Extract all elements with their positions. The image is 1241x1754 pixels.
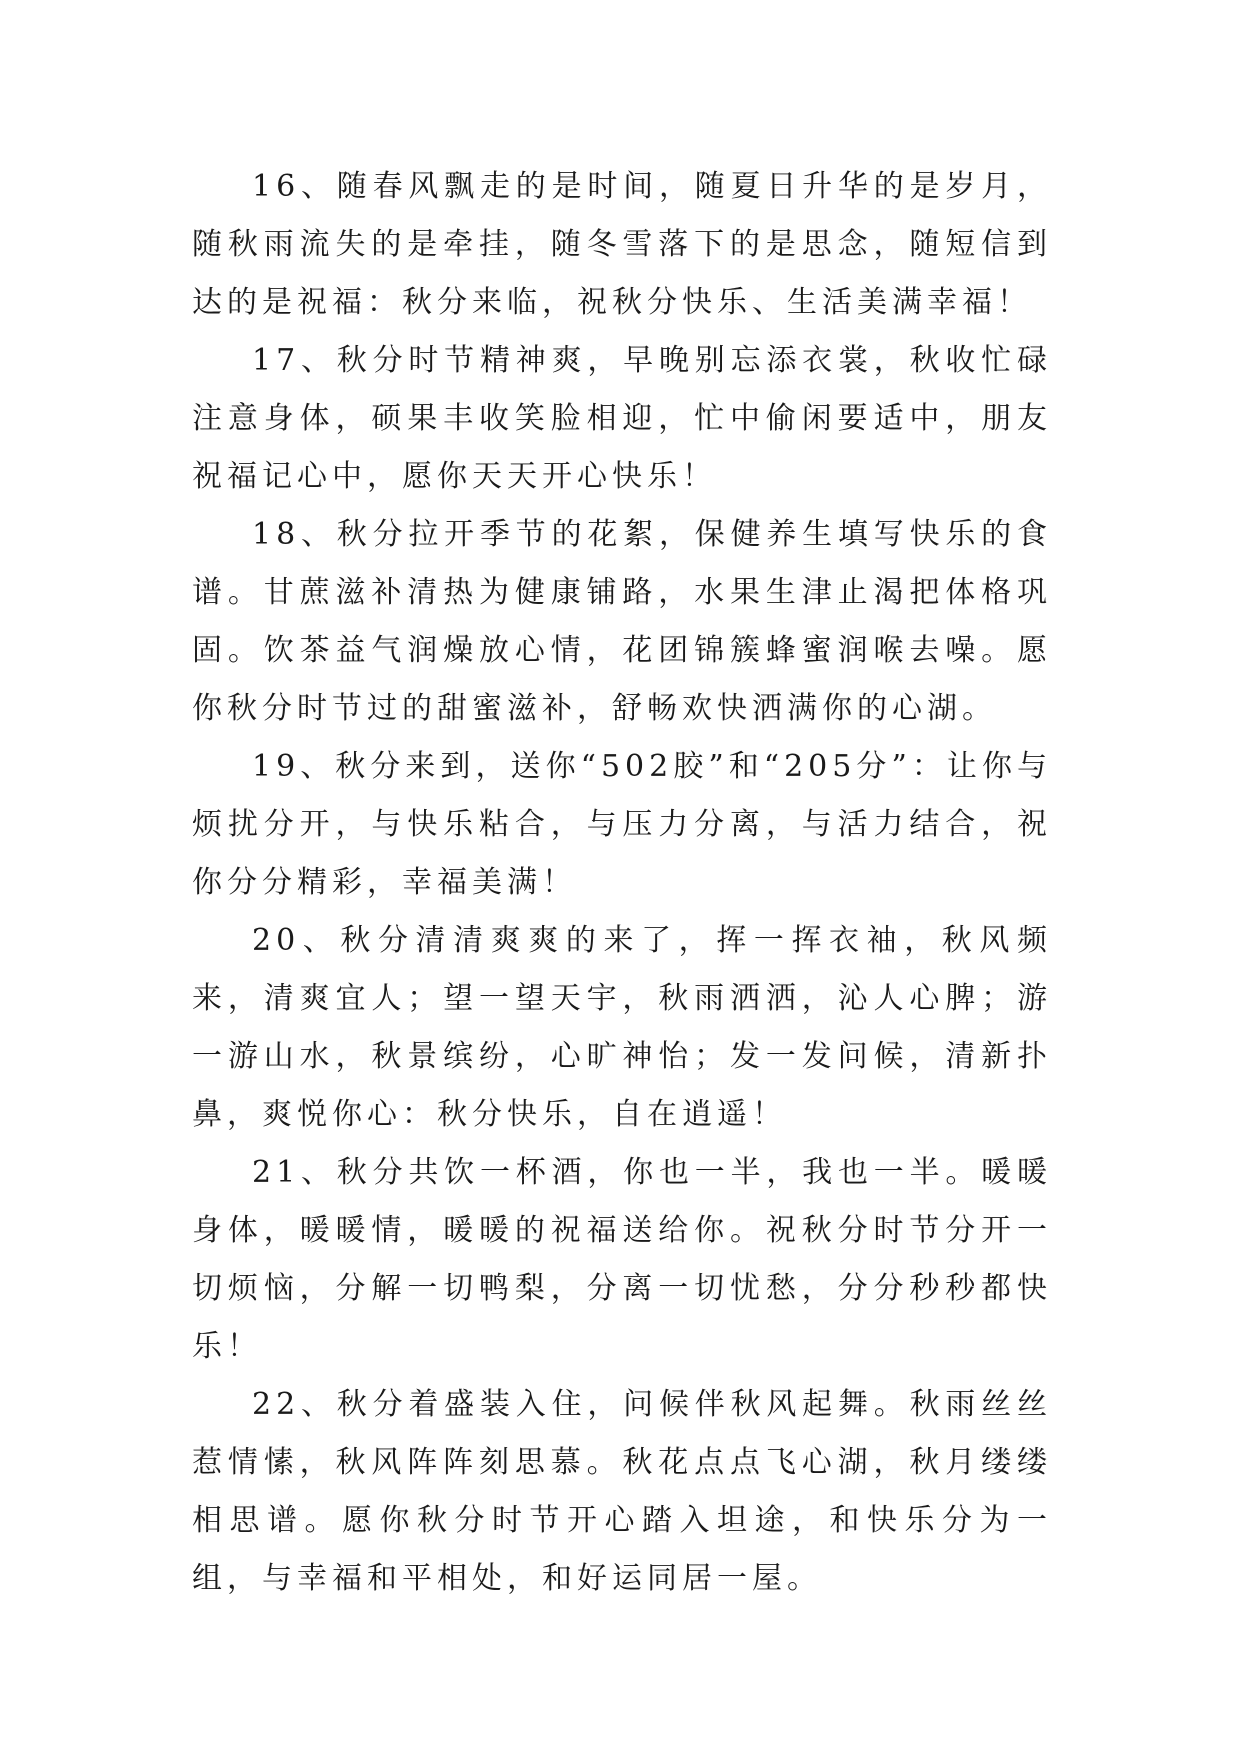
paragraph-22: 22、秋分着盛装入住，问候伴秋风起舞。秋雨丝丝惹情愫，秋风阵阵刻思慕。秋花点点飞心湖，秋月缕缕相思谱。愿你秋分时节开心踏入坦途，和快乐分为一组，与幸福和平相处，和好运同居一屋。 bbox=[192, 1387, 1052, 1596]
paragraph-17: 17、秋分时节精神爽，早晚别忘添衣裳，秋收忙碌注意身体，硕果丰收笑脸相迎，忙中偷闲要适中，朋友祝福记心中，愿你天天开心快乐！ bbox=[192, 343, 1052, 494]
paragraph-21: 21、秋分共饮一杯酒，你也一半，我也一半。暖暖身体，暖暖情，暖暖的祝福送给你。祝秋分时节分开一切烦恼，分解一切鸭梨，分离一切忧愁，分分秒秒都快乐！ bbox=[192, 1155, 1052, 1364]
paragraph-20: 20、秋分清清爽爽的来了，挥一挥衣袖，秋风频来，清爽宜人；望一望天宇，秋雨洒洒，沁人心脾；游一游山水，秋景缤纷，心旷神怡；发一发问候，清新扑鼻，爽悦你心：秋分快乐，自在逍遥！ bbox=[192, 923, 1052, 1132]
paragraph-19: 19、秋分来到，送你“502胶”和“205分”：让你与烦扰分开，与快乐粘合，与压力分离，与活力结合，祝你分分精彩，幸福美满！ bbox=[192, 749, 1052, 900]
paragraph-18: 18、秋分拉开季节的花絮，保健养生填写快乐的食谱。甘蔗滋补清热为健康铺路，水果生津止渴把体格巩固。饮茶益气润燥放心情，花团锦簇蜂蜜润喉去噪。愿你秋分时节过的甜蜜滋补，舒畅欢快洒满你的心湖。 bbox=[192, 517, 1052, 726]
paragraph-16: 16、随春风飘走的是时间，随夏日升华的是岁月，随秋雨流失的是牵挂，随冬雪落下的是思念，随短信到达的是祝福：秋分来临，祝秋分快乐、生活美满幸福！ bbox=[192, 169, 1052, 320]
document-body bbox=[192, 158, 1052, 1608]
